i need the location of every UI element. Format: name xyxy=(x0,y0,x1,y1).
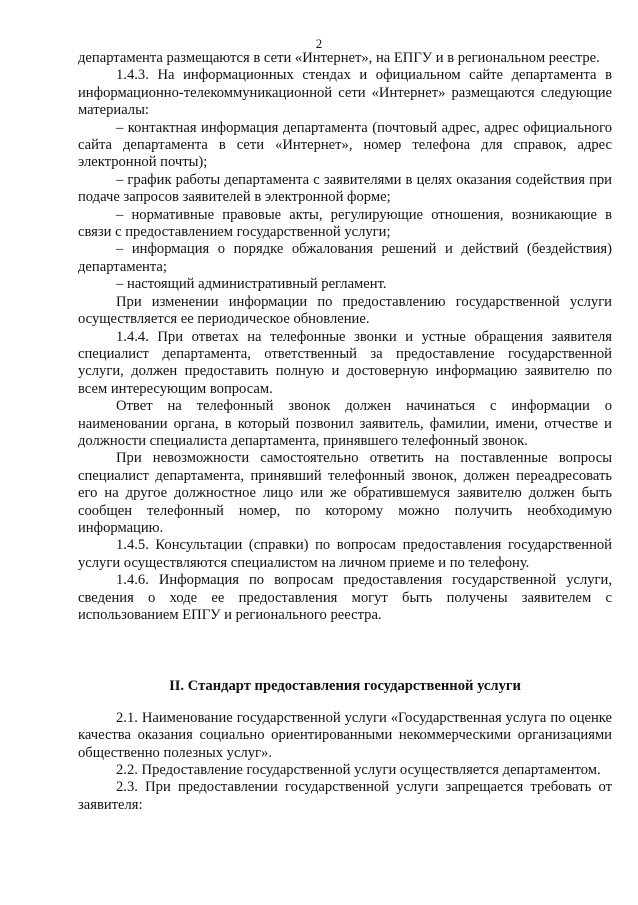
paragraph: Ответ на телефонный звонок должен начинаться с информации о наименовании органа, в который позвонил заявитель, фамилии, имени, отчестве и должности специалиста департамента, принявшего телефонный звонок. xyxy=(78,398,612,449)
paragraph: 2.1. Наименование государственной услуги «Государственная услуга по оценке качества оказания социально ориентированными некоммерческими организациями общественно полезных услуг». xyxy=(78,709,612,761)
document-body xyxy=(78,50,612,814)
paragraph: 1.4.4. При ответах на телефонные звонки и устные обращения заявителя специалист департамента, ответственный за предоставление государственной услуги, должен предоставить полную и достоверную информацию заявителю по всем интересующим вопросам. xyxy=(78,328,612,397)
section-heading: II. Стандарт предоставления государственной услуги xyxy=(169,678,521,695)
list-item: – настоящий административный регламент. xyxy=(116,276,387,293)
page-number: 2 xyxy=(315,36,323,51)
list-item: – информация о порядке обжалования решений и действий (бездействия) департамента; xyxy=(78,241,612,275)
list-item: – график работы департамента с заявителями в целях оказания содействия при подаче запросов заявителей в электронной форме; xyxy=(78,171,612,206)
paragraph: При изменении информации по предоставлению государственной услуги осуществляется ее периодическое обновление. xyxy=(78,293,612,328)
list-item: – контактная информация департамента (почтовый адрес, адрес официального сайта департамента в сети «Интернет», номер телефона для справок, адрес электронной почты); xyxy=(78,119,612,171)
paragraph: 1.4.6. Информация по вопросам предоставления государственной услуги, сведения о ходе ее предоставления могут быть получены заявителем с использованием ЕПГУ и регионального реестра. xyxy=(78,572,612,623)
paragraph: 2.2. Предоставление государственной услуги осуществляется департаментом. xyxy=(116,762,601,779)
paragraph: 1.4.3. На информационных стендах и официальном сайте департамента в информационно-телекоммуникационной сети «Интернет» размещаются следующие материалы: xyxy=(78,67,612,119)
paragraph: При невозможности самостоятельно ответить на поставленные вопросы специалист департамента, принявший телефонный звонок, должен переадресовать его на другое должностное лицо или же обратившемуся заявителю должен быть сообщен телефонный номер, по которому можно получить необходимую информацию. xyxy=(78,450,612,536)
paragraph: 2.3. При предоставлении государственной услуги запрещается требовать от заявителя: xyxy=(78,779,612,813)
paragraph: департамента размещаются в сети «Интернет», на ЕПГУ и в региональном реестре. xyxy=(78,50,600,66)
list-item: – нормативные правовые акты, регулирующие отношения, возникающие в связи с предоставлением государственной услуги; xyxy=(78,206,612,241)
paragraph: 1.4.5. Консультации (справки) по вопросам предоставления государственной услуги осуществляются специалистом на личном приеме и по телефону. xyxy=(78,537,612,571)
